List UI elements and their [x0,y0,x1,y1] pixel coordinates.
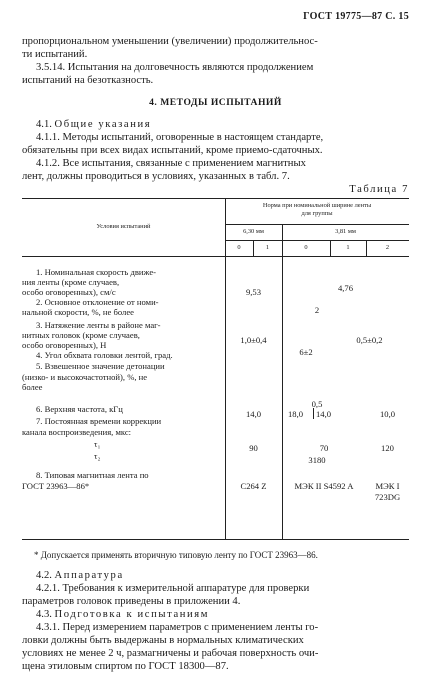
text-line: обязательны при всех видах испытаний, кроме приемо-сдаточных. [22,145,323,156]
section-title: 4. МЕТОДЫ ИСПЫТАНИЙ [149,97,282,108]
table-rule [313,408,314,419]
group-header: 1 [265,244,270,251]
text-line: 3.5.14. Испытания на долговечность являются продолжением [36,62,314,73]
group-header: 1 [346,244,350,251]
width-header: 6,30 мм [243,228,264,235]
table-value: 14,0 [245,409,262,419]
table-cell: нальной скорости, %, не более [22,307,134,317]
table-value: 10,0 [379,409,396,419]
table-value: С264 Z [240,481,267,491]
table-cell: (низко- и высокочастотной), %, не [22,372,148,382]
column-header-norm: для группы [301,210,333,217]
subsection-title: Общие указания [54,119,152,130]
table-cell: нитных головок (кроме случаев, [22,330,140,340]
subsection-title: Подготовка к испытаниям [54,609,210,620]
table-value: 723DG [374,492,401,502]
text-line: испытаний на безотказность. [22,75,154,86]
group-header: 0 [237,244,241,251]
table-rule [22,198,409,199]
table-value: 70 [319,443,329,453]
text-line: ловки должны быть выдержаны в нормальных климатических [22,635,304,646]
table-value: МЭК I [375,481,400,491]
text-line: пропорциональном уменьшении (увеличении) продолжительнос- [22,36,318,47]
table-cell: 3. Натяжение ленты в районе маг- [36,320,161,330]
table-cell: более [22,382,43,392]
subsection-heading [36,569,124,582]
table-cell: 5. Взвешенное значение детонации [36,361,165,371]
table-cell: 6. Верхняя частота, кГц [36,404,123,414]
table-value: 14,0 [316,409,332,419]
table-value: 90 [249,443,258,453]
text-line: условиях не менее 2 ч, размагничены и рабочая поверхность очи- [22,648,319,659]
text-line: щена этиловым спиртом по ГОСТ 18300—87. [22,661,229,672]
text-line: 4.3.1. Перед измерением параметров с применением ленты го- [36,622,319,633]
page-header: ГОСТ 19775—87 С. 15 [303,11,409,22]
table-value: 3180 [308,455,326,465]
text-line: ти испытаний. [22,49,88,60]
width-header: 3,81 мм [335,228,356,235]
table-cell: 4. Угол обхвата головки лентой, град. [36,350,173,360]
table-cell: канала воспроизведения, мкс: [22,427,132,437]
subsection-number: 4.1. [36,119,52,130]
text-line: лент, должны проводиться в условиях, указанных в табл. 7. [22,171,290,182]
table-rule [225,224,409,225]
table-value: 9,53 [245,287,262,297]
table-cell: ГОСТ 23963—86* [22,481,90,491]
subsection-heading [36,118,151,131]
text-line: 4.2.1. Требования к измерительной аппаратуре для проверки [36,583,310,594]
table-value: 2 [314,305,320,315]
column-header-conditions: Условия испытаний [96,223,151,230]
table-cell: 1. Номинальная скорость движе- [36,267,157,277]
table-value: 0,5 [311,399,323,409]
group-header: 0 [304,244,308,251]
table-cell: особо оговоренных), Н [22,340,107,350]
subsection-number: 4.3. [36,609,52,620]
group-header: 2 [385,244,390,251]
subsection-heading [36,608,209,621]
table-cell: 8. Типовая магнитная лента по [36,470,149,480]
table-rule [22,256,409,257]
table-value: МЭК II S4592 A [294,481,354,491]
table-value: 120 [381,443,394,453]
text-line: параметров головок приведены в приложении 4. [22,596,241,607]
subsection-number: 4.2. [36,570,52,581]
footnote: * Допускается применять вторичную типовую ленту по ГОСТ 23963—86. [34,550,318,560]
text-line: 4.1.2. Все испытания, связанные с применением магнитных [36,158,306,169]
text-line: 4.1.1. Методы испытаний, оговоренные в настоящем стандарте, [36,132,324,143]
table-value: 18,0 [288,409,304,419]
table-value: 6±2 [299,347,313,357]
table-rule [282,224,283,539]
table-cell: 2. Основное отклонение от номи- [36,297,159,307]
table-caption: Таблица 7 [349,184,409,195]
table-cell: особо оговоренных), см/с [22,287,116,297]
table-value: 0,5±0,2 [356,335,383,345]
table-cell: 7. Постоянная времени коррекции [36,416,162,426]
table-value: 1,0±0,4 [240,335,267,345]
subsection-title: Аппаратура [54,570,124,581]
table-value: 4,76 [337,283,354,293]
column-header-norm: Норма при номинальной ширине ленты [262,202,372,209]
table-cell: τ₂ [94,451,101,461]
table-rule [22,539,409,540]
table-cell: τ₁ [94,439,101,449]
table-cell: ния ленты (кроме случаев, [22,277,120,287]
